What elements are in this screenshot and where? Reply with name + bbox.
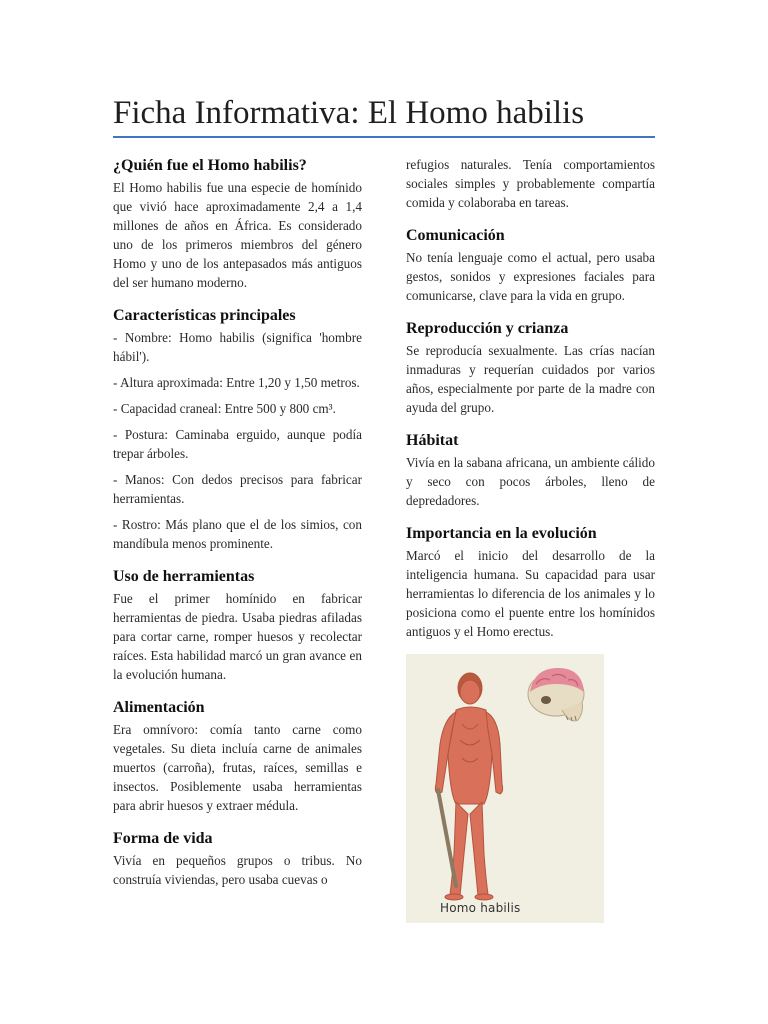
section-caracteristicas [113, 305, 362, 553]
list-item: - Altura aproximada: Entre 1,20 y 1,50 metros. [113, 375, 360, 390]
section-text: Vivía en la sabana africana, un ambiente cálido y seco con pocos árboles, lleno de depredadores. [406, 455, 655, 508]
section-text: Marcó el inicio del desarrollo de la inteligencia humana. Su capacidad para usar herramientas lo diferencia de los animales y lo posiciona como el puente entre los homínidos antiguos y el Homo erectus. [406, 548, 655, 639]
section-text: El Homo habilis fue una especie de homínido que vivió hace aproximadamente 2,4 a 1,4 millones de años en África. Es considerado uno de los primeros miembros del género Homo y uno de los antepasados más antiguos del ser humano moderno. [113, 180, 362, 290]
section-quien [113, 155, 362, 292]
figure-caption: Homo habilis [440, 901, 521, 915]
section-heading: Reproducción y crianza [406, 320, 569, 337]
section-forma-vida [113, 828, 362, 889]
bone-tool-drawing [438, 790, 456, 886]
section-text: Vivía en pequeños grupos o tribus. No construía viviendas, pero usaba cuevas o [113, 853, 362, 887]
hominid-figure-drawing [406, 654, 604, 923]
right-column [406, 155, 655, 923]
section-heading: Uso de herramientas [113, 568, 255, 585]
section-heading: Características principales [113, 307, 296, 324]
list-item: - Manos: Con dedos precisos para fabricar herramientas. [113, 472, 362, 506]
section-heading: Comunicación [406, 227, 505, 244]
section-forma-vida-continued [406, 155, 655, 212]
list-item: - Rostro: Más plano que el de los simios, con mandíbula menos prominente. [113, 517, 362, 551]
list-item: - Nombre: Homo habilis (significa 'hombre hábil'). [113, 330, 362, 364]
section-text: No tenía lenguaje como el actual, pero usaba gestos, sonidos y expresiones faciales para comunicarse, clave para la vida en grupo. [406, 250, 655, 303]
section-heading: Alimentación [113, 699, 205, 716]
section-comunicacion [406, 225, 655, 305]
section-habitat [406, 430, 655, 510]
section-text: refugios naturales. Tenía comportamientos sociales simples y probablemente compartía comida y colaboraba en tareas. [406, 157, 655, 210]
section-herramientas [113, 566, 362, 684]
section-heading: Importancia en la evolución [406, 525, 597, 542]
section-importancia [406, 523, 655, 641]
section-alimentacion [113, 697, 362, 815]
section-text: Era omnívoro: comía tanto carne como vegetales. Su dieta incluía carne de animales muertos (carroña), frutas, raíces, semillas e insectos. Posiblemente usaba herramientas para abrir huesos y extraer médula. [113, 722, 362, 813]
list-item: - Postura: Caminaba erguido, aunque podía trepar árboles. [113, 427, 362, 461]
section-reproduccion [406, 318, 655, 417]
section-heading: ¿Quién fue el Homo habilis? [113, 157, 307, 174]
title-underline [113, 136, 655, 138]
section-text: Se reproducía sexualmente. Las crías nacían inmaduras y requerían cuidados por varios años, especialmente por parte de la madre con ayuda del grupo. [406, 343, 655, 415]
skull-drawing [528, 668, 584, 721]
page-title: Ficha Informativa: El Homo habilis [113, 95, 585, 131]
homo-habilis-illustration [406, 654, 604, 923]
section-heading: Forma de vida [113, 830, 213, 847]
section-heading: Hábitat [406, 432, 459, 449]
list-item: - Capacidad craneal: Entre 500 y 800 cm³. [113, 401, 336, 416]
left-column [113, 155, 362, 902]
section-text: Fue el primer homínido en fabricar herramientas de piedra. Usaba piedras afiladas para cortar carne, romper huesos y recolectar raíces. Esta habilidad marcó un gran avance en la evolución humana. [113, 591, 362, 682]
hominid-body-drawing [435, 673, 502, 900]
